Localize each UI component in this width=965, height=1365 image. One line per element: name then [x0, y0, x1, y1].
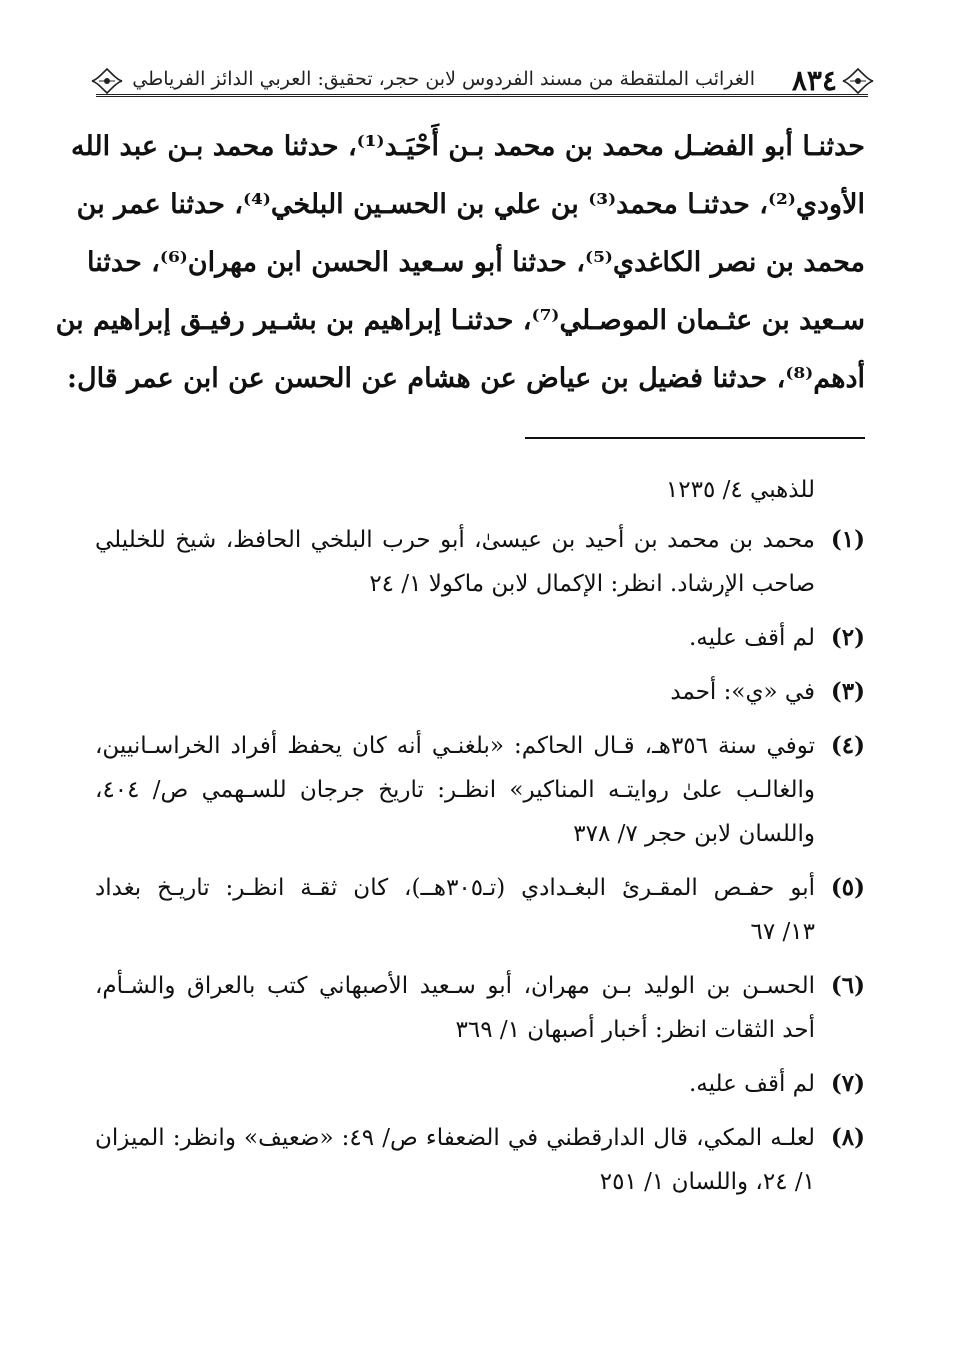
- footnotes: [95, 518, 865, 1214]
- footnote-1: [95, 518, 865, 606]
- footnote-8: [95, 1116, 865, 1204]
- footnote-number: (٧): [830, 1070, 865, 1097]
- footnote-6: [95, 964, 865, 1052]
- running-header-title: الغرائب الملتقطة من مسند الفردوس لابن حجر، تحقيق: العربي الدائز الفرياطي: [132, 68, 755, 90]
- footnote-4: [95, 724, 865, 856]
- floral-ornament-icon: [841, 66, 875, 96]
- footnote-line: الحسـن بن الوليد بـن مهران، أبو سـعيد الأصبهاني كتب بالعراق والشـأم،: [95, 973, 815, 999]
- footnote-line: أحد الثقات انظر: أخبار أصبهان ١/ ٣٦٩: [455, 1017, 815, 1043]
- floral-ornament-icon: [90, 66, 124, 96]
- footnote-line: لم أقف عليه.: [688, 1071, 815, 1097]
- main-text: [55, 118, 865, 408]
- header-rule: [96, 94, 868, 97]
- footnote-number: (٦): [830, 972, 865, 999]
- page-number: ٨٣٤: [791, 64, 837, 97]
- main-text-line: سـعيد بن عثـمان الموصـلي⁽⁷⁾، حدثنـا إبراهيم بن بشـير رفيـق إبراهيم بن: [55, 305, 865, 336]
- footnote-line: توفي سنة ٣٥٦هـ، قـال الحاكم: «بلغنـي أنه كان يحفظ أفراد الخراسـانيين،: [95, 733, 815, 759]
- footnote-continuation: للذهبي ٤/ ١٢٣٥: [665, 477, 815, 503]
- footnote-number: (٥): [830, 874, 865, 901]
- footnote-5: [95, 866, 865, 954]
- footnote-line: ١/ ٢٤، واللسان ١/ ٢٥١: [599, 1169, 815, 1195]
- footnote-2: [95, 616, 865, 660]
- footnote-7: [95, 1062, 865, 1106]
- footnote-line: لم أقف عليه.: [688, 625, 815, 651]
- main-text-line: أدهم⁽⁸⁾، حدثنا فضيل بن عياض عن هشام عن الحسن عن ابن عمر قال:: [67, 363, 865, 394]
- main-text-line: الأودي⁽²⁾، حدثنـا محمد⁽³⁾ بن علي بن الحسـين البلخي⁽⁴⁾، حدثنا عمر بن: [76, 189, 865, 220]
- footnote-line: أبو حفـص المقـرئ البغـدادي (تـ٣٠٥هــ)، كان ثقـة انظـر: تاريـخ بغداد: [95, 875, 815, 901]
- footnote-3: [95, 670, 865, 714]
- footnote-line: صاحب الإرشاد. انظر: الإكمال لابن ماكولا ١/ ٢٤: [369, 571, 815, 597]
- footnote-line: واللسان لابن حجر ٧/ ٣٧٨: [573, 821, 815, 847]
- footnote-line: والغالـب علىٰ روايتـه المناكير» انظـر: تاريخ جرجان للسـهمي ص/ ٤٠٤،: [95, 777, 815, 803]
- footnote-line: محمد بن محمد بن أحيد بن عيسىٰ، أبو حرب البلخي الحافظ، شيخ للخليلي: [95, 527, 815, 553]
- footnote-number: (١): [830, 526, 865, 553]
- footnote-number: (٣): [830, 678, 865, 705]
- footnote-line: لعلـه المكي، قال الدارقطني في الضعفاء ص/ ٤٩: «ضعيف» وانظر: الميزان: [95, 1125, 815, 1151]
- footnote-line: في «ي»: أحمد: [670, 679, 815, 705]
- footnote-number: (٢): [830, 624, 865, 651]
- main-text-line: محمد بن نصر الكاغدي⁽⁵⁾، حدثنا أبو سـعيد الحسن ابن مهران⁽⁶⁾، حدثنا: [87, 247, 865, 278]
- footnote-separator: [525, 437, 865, 439]
- footnote-line: ١٣/ ٦٧: [750, 919, 815, 945]
- footnote-number: (٨): [830, 1124, 865, 1151]
- footnote-number: (٤): [830, 732, 865, 759]
- main-text-line: حدثنـا أبو الفضـل محمد بن محمد بـن أَحْيَـد⁽¹⁾، حدثنا محمد بـن عبد الله: [70, 131, 865, 162]
